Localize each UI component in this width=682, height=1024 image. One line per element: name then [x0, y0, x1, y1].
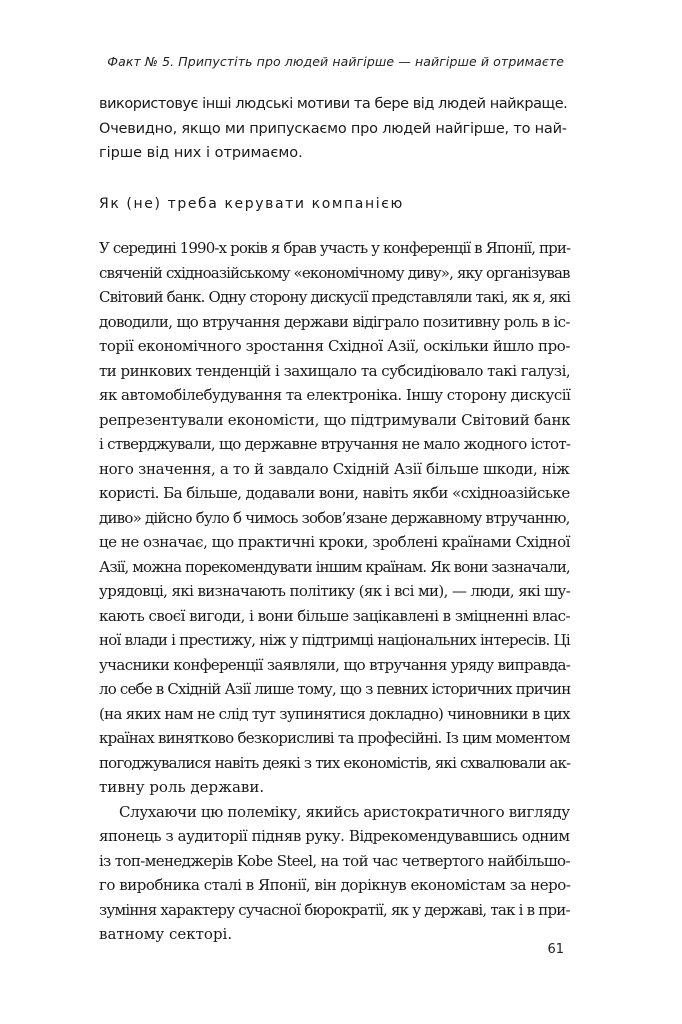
text-line: го виробника сталі в Японії, він дорікнув економістам за неро- — [99, 876, 571, 894]
text-line: ватному секторі. — [99, 925, 233, 943]
text-line: ного значення, а то й завдало Східній Азії більше шкоди, ніж — [99, 459, 570, 478]
text-line: учасники конференції заявляли, що втручання уряду виправда- — [99, 655, 571, 674]
text-line: погоджувалися навіть деякі з тих економістів, які схвалювали ак- — [99, 753, 571, 772]
text-line: Очевидно, якщо ми припускаємо про людей найгірше, то най- — [99, 120, 567, 137]
text-line: урядовці, які визначають політику (як і всі ми), — люди, які шу- — [99, 582, 571, 600]
paragraph-1 — [99, 236, 570, 800]
text-line: (на яких нам не слід тут зупинятися докладно) чиновники в цих — [99, 704, 570, 723]
text-line: Азії, можна порекомендувати іншим країнам. Як вони зазначали, — [99, 557, 570, 576]
section-heading: Як (не) треба керувати компанією — [99, 196, 404, 212]
text-line: торії економічного зростання Східної Азії, оскільки йшло про- — [99, 337, 570, 355]
text-line: зуміння характеру сучасної бюрократії, як у державі, так і в при- — [99, 900, 570, 919]
text-line: свяченій східноазійському «економічному диву», яку організував — [99, 263, 570, 282]
body-text — [99, 236, 570, 947]
text-line: японець з аудиторії підняв руку. Відрекомендувавшись одним — [99, 827, 570, 845]
text-line: ної влади і престижу, ніж у підтримці національних інтересів. Ці — [99, 631, 570, 649]
text-line: кають своєї вигоди, і вони більше зацікавлені в зміцненні влас- — [99, 606, 571, 625]
text-line: країнах винятково безкорисливі та професійні. Із цим моментом — [99, 729, 570, 747]
intro-paragraph — [99, 92, 567, 166]
text-line: як автомобілебудування та електроніка. Іншу сторону дискусії — [99, 386, 571, 404]
text-line: У середині 1990-х років я брав участь у конференції в Японії, при- — [99, 239, 571, 257]
text-line: гірше від них і отримаємо. — [99, 145, 303, 161]
text-line: репрезентували економісти, що підтримували Світовий банк — [99, 410, 571, 429]
page-number: 61 — [547, 942, 564, 957]
text-line: доводили, що втручання держави відіграло позитивну роль в іс- — [99, 312, 570, 331]
paragraph-2 — [99, 800, 570, 947]
text-line: Слухаючи цю полеміку, якийсь аристократичного вигляду — [119, 802, 570, 821]
text-line: користі. Ба більше, додавали вони, навіть якби «східноазійське — [99, 484, 570, 502]
text-line: Світовий банк. Одну сторону дискусії представляли такі, як я, які — [99, 288, 571, 306]
running-header: Факт № 5. Припустіть про людей найгірше — найгірше й отримаєте — [107, 54, 564, 69]
text-line: із топ-менеджерів Kobe Steel, на той час четвертого найбільшо- — [99, 851, 570, 870]
text-line: і стверджували, що державне втручання не мало жодного істот- — [99, 435, 571, 453]
text-line: тивну роль держави. — [99, 778, 265, 796]
text-line: ло себе в Східній Азії лише тому, що з певних історичних причин — [99, 680, 571, 698]
text-line: ти ринкових тенденцій і захищало та субсидіювало такі галузі, — [99, 361, 571, 380]
text-line: використовує інші людські мотиви та бере від людей найкраще. — [99, 96, 568, 112]
text-line: диво» дійсно було б чимось зобов’язане державному втручанню, — [99, 508, 570, 527]
text-line: це не означає, що практичні кроки, зроблені країнами Східної — [99, 533, 570, 551]
